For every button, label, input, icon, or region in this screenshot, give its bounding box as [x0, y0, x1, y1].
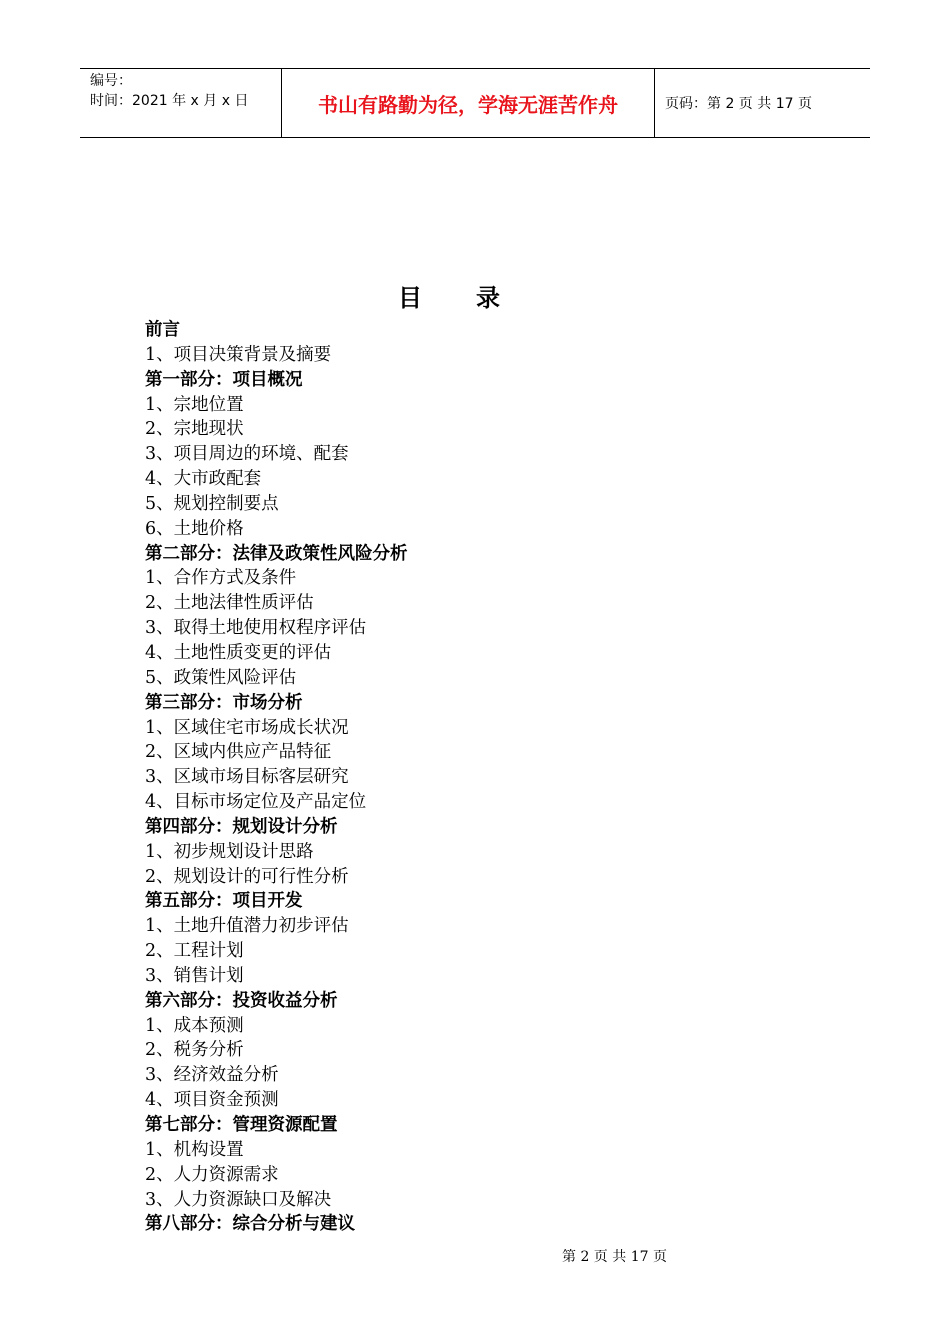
toc-entry: 1、合作方式及条件: [145, 568, 297, 589]
toc-entry: 6、土地价格: [145, 518, 244, 539]
toc-section-heading: 前言: [145, 320, 180, 340]
toc-entry: 1、宗地位置: [145, 394, 244, 415]
toc-section-heading: 第六部分：投资收益分析: [145, 990, 338, 1011]
toc-section-heading: 第一部分：项目概况: [145, 369, 303, 390]
toc-entry: 1、机构设置: [145, 1139, 244, 1160]
toc-entry: 3、经济效益分析: [145, 1065, 279, 1086]
toc-entry: 2、工程计划: [145, 941, 244, 962]
toc-entry: 2、人力资源需求: [145, 1164, 279, 1185]
page-header: [80, 68, 870, 138]
toc-entry: 2、土地法律性质评估: [145, 593, 314, 614]
toc-section-heading: 第三部分：市场分析: [145, 692, 303, 713]
toc-section-heading: 第五部分：项目开发: [145, 891, 303, 912]
toc-section-heading: 第八部分：综合分析与建议: [145, 1214, 355, 1235]
document-date-label: 时间：2021 年 x 月 x 日: [90, 93, 249, 109]
toc-entry: 2、规划设计的可行性分析: [145, 866, 349, 887]
toc-entry: 3、销售计划: [145, 965, 244, 986]
toc-entry: 3、项目周边的环境、配套: [145, 444, 349, 465]
toc-entry: 2、区域内供应产品特征: [145, 742, 332, 763]
toc-entry: 3、取得土地使用权程序评估: [145, 618, 367, 639]
page-footer: 第 2 页 共 17 页: [562, 1249, 667, 1265]
toc-section-heading: 第七部分：管理资源配置: [145, 1115, 338, 1135]
toc-entry: 3、区域市场目标客层研究: [145, 767, 349, 788]
document-number-label: 编号：: [90, 73, 132, 89]
toc-entry: 1、初步规划设计思路: [145, 841, 314, 862]
toc-section-heading: 第四部分：规划设计分析: [145, 816, 338, 837]
toc-list: [145, 318, 408, 1237]
toc-entry: 1、区域住宅市场成长状况: [145, 717, 349, 738]
header-meta: [80, 69, 282, 137]
toc-entry: 1、项目决策背景及摘要: [145, 344, 332, 365]
toc-entry: 3、人力资源缺口及解决: [145, 1189, 332, 1210]
toc-entry: 2、宗地现状: [145, 419, 244, 440]
toc-title: 目 录: [398, 284, 502, 312]
toc-entry: 5、规划控制要点: [145, 493, 279, 514]
toc-section-heading: 第二部分：法律及政策性风险分析: [145, 543, 408, 564]
toc-entry: 4、大市政配套: [145, 469, 262, 490]
toc-entry: 4、土地性质变更的评估: [145, 642, 332, 663]
toc-entry: 4、目标市场定位及产品定位: [145, 792, 367, 813]
toc-entry: 2、税务分析: [145, 1040, 244, 1061]
toc-entry: 1、土地升值潜力初步评估: [145, 916, 349, 937]
toc-entry: 1、成本预测: [145, 1015, 244, 1036]
toc-entry: 4、项目资金预测: [145, 1090, 279, 1111]
header-page-number: 页码：第 2 页 共 17 页: [665, 96, 812, 112]
toc-entry: 5、政策性风险评估: [145, 667, 297, 688]
header-motto: 书山有路勤为径，学海无涯苦作舟: [282, 69, 655, 137]
